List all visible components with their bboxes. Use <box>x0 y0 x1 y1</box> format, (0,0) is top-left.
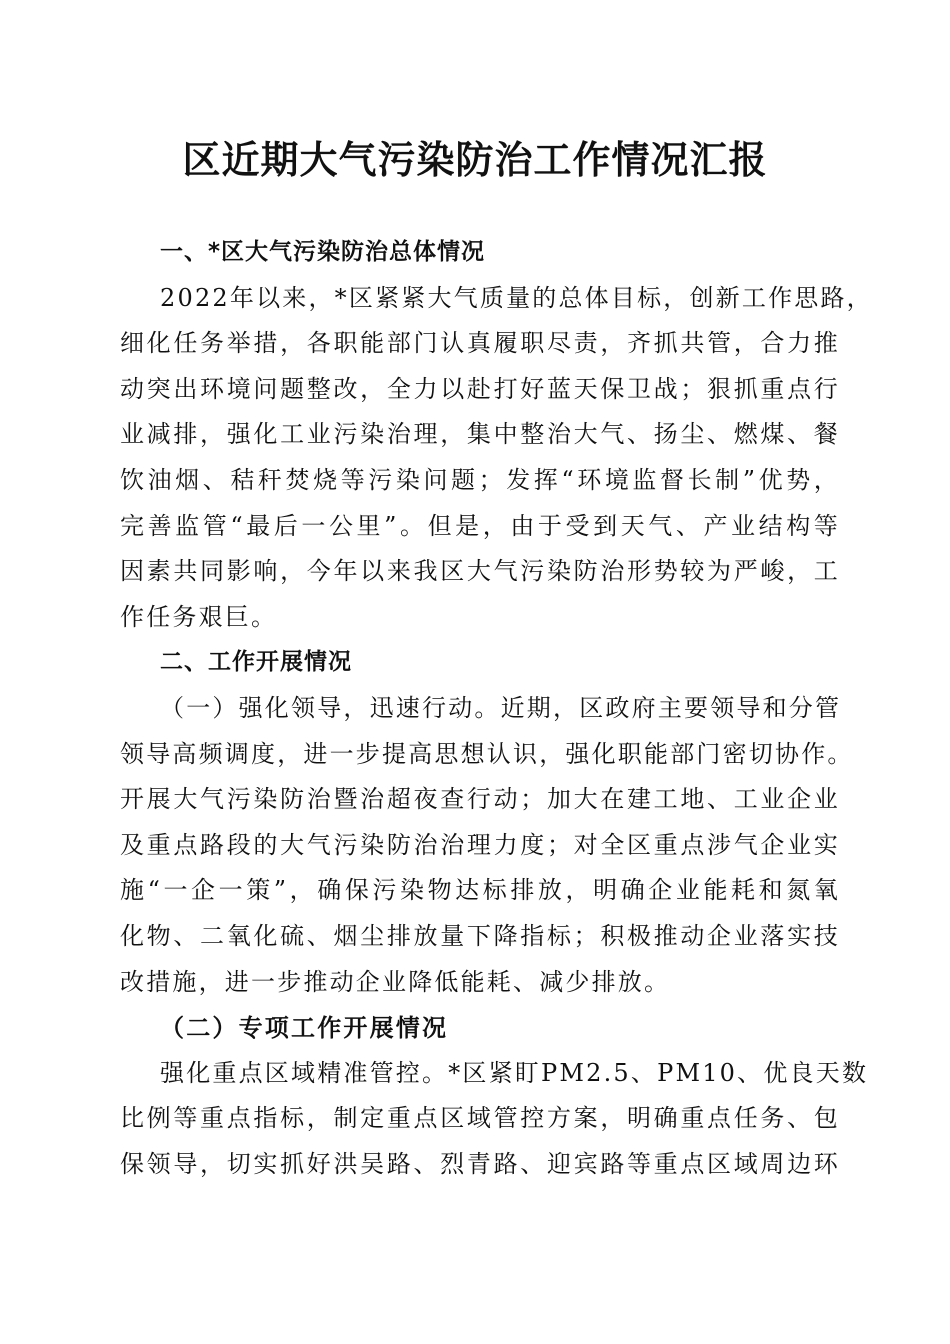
paragraph-line: 因素共同影响，今年以来我区大气污染防治形势较为严峻，工 <box>120 557 840 586</box>
paragraph-line: 化物、二氧化硫、烟尘排放量下降指标；积极推动企业落实技 <box>120 921 840 950</box>
paragraph-line: 开展大气污染防治暨治超夜查行动；加大在建工地、工业企业 <box>120 785 840 814</box>
paragraph-line: （一）强化领导，迅速行动。近期，区政府主要领导和分管 <box>160 693 842 722</box>
paragraph-line: 领导高频调度，进一步提高思想认识，强化职能部门密切协作。 <box>120 739 854 768</box>
document-title: 区近期大气污染防治工作情况汇报 <box>182 137 768 182</box>
paragraph-line: 强化重点区域精准管控。*区紧盯PM2.5、PM10、优良天数 <box>160 1058 869 1087</box>
section-2-sub-1-paragraph <box>120 686 854 1005</box>
paragraph-line: 完善监管“最后一公里”。但是，由于受到天气、产业结构等 <box>120 511 840 540</box>
paragraph-line: 作任务艰巨。 <box>120 602 278 631</box>
paragraph-line: 保领导，切实抓好洪吴路、烈青路、迎宾路等重点区域周边环 <box>120 1149 840 1178</box>
paragraph-line: 饮油烟、秸秆焚烧等污染问题；发挥“环境监督长制”优势， <box>120 465 840 494</box>
section-1-paragraph <box>120 276 873 641</box>
section-2-heading: 二、工作开展情况 <box>160 649 352 676</box>
paragraph-line: 改措施，进一步推动企业降低能耗、减少排放。 <box>120 967 671 996</box>
section-2-sub-2-heading: （二）专项工作开展情况 <box>160 1013 449 1043</box>
paragraph-line: 2022年以来，*区紧紧大气质量的总体目标，创新工作思路， <box>160 283 873 312</box>
paragraph-line: 施“一企一策”，确保污染物达标排放，明确企业能耗和氮氧 <box>120 876 840 905</box>
paragraph-line: 比例等重点指标，制定重点区域管控方案，明确重点任务、包 <box>120 1104 840 1133</box>
paragraph-line: 业减排，强化工业污染治理，集中整治大气、扬尘、燃煤、餐 <box>120 420 840 449</box>
section-1-heading: 一、*区大气污染防治总体情况 <box>160 239 486 265</box>
paragraph-line: 及重点路段的大气污染防治治理力度；对全区重点涉气企业实 <box>120 830 840 859</box>
section-2-sub-2-paragraph <box>120 1051 869 1188</box>
paragraph-line: 细化任务举措，各职能部门认真履职尽责，齐抓共管，合力推 <box>120 329 840 358</box>
paragraph-line: 动突出环境问题整改，全力以赴打好蓝天保卫战；狠抓重点行 <box>120 374 840 403</box>
document-body <box>120 230 873 1187</box>
